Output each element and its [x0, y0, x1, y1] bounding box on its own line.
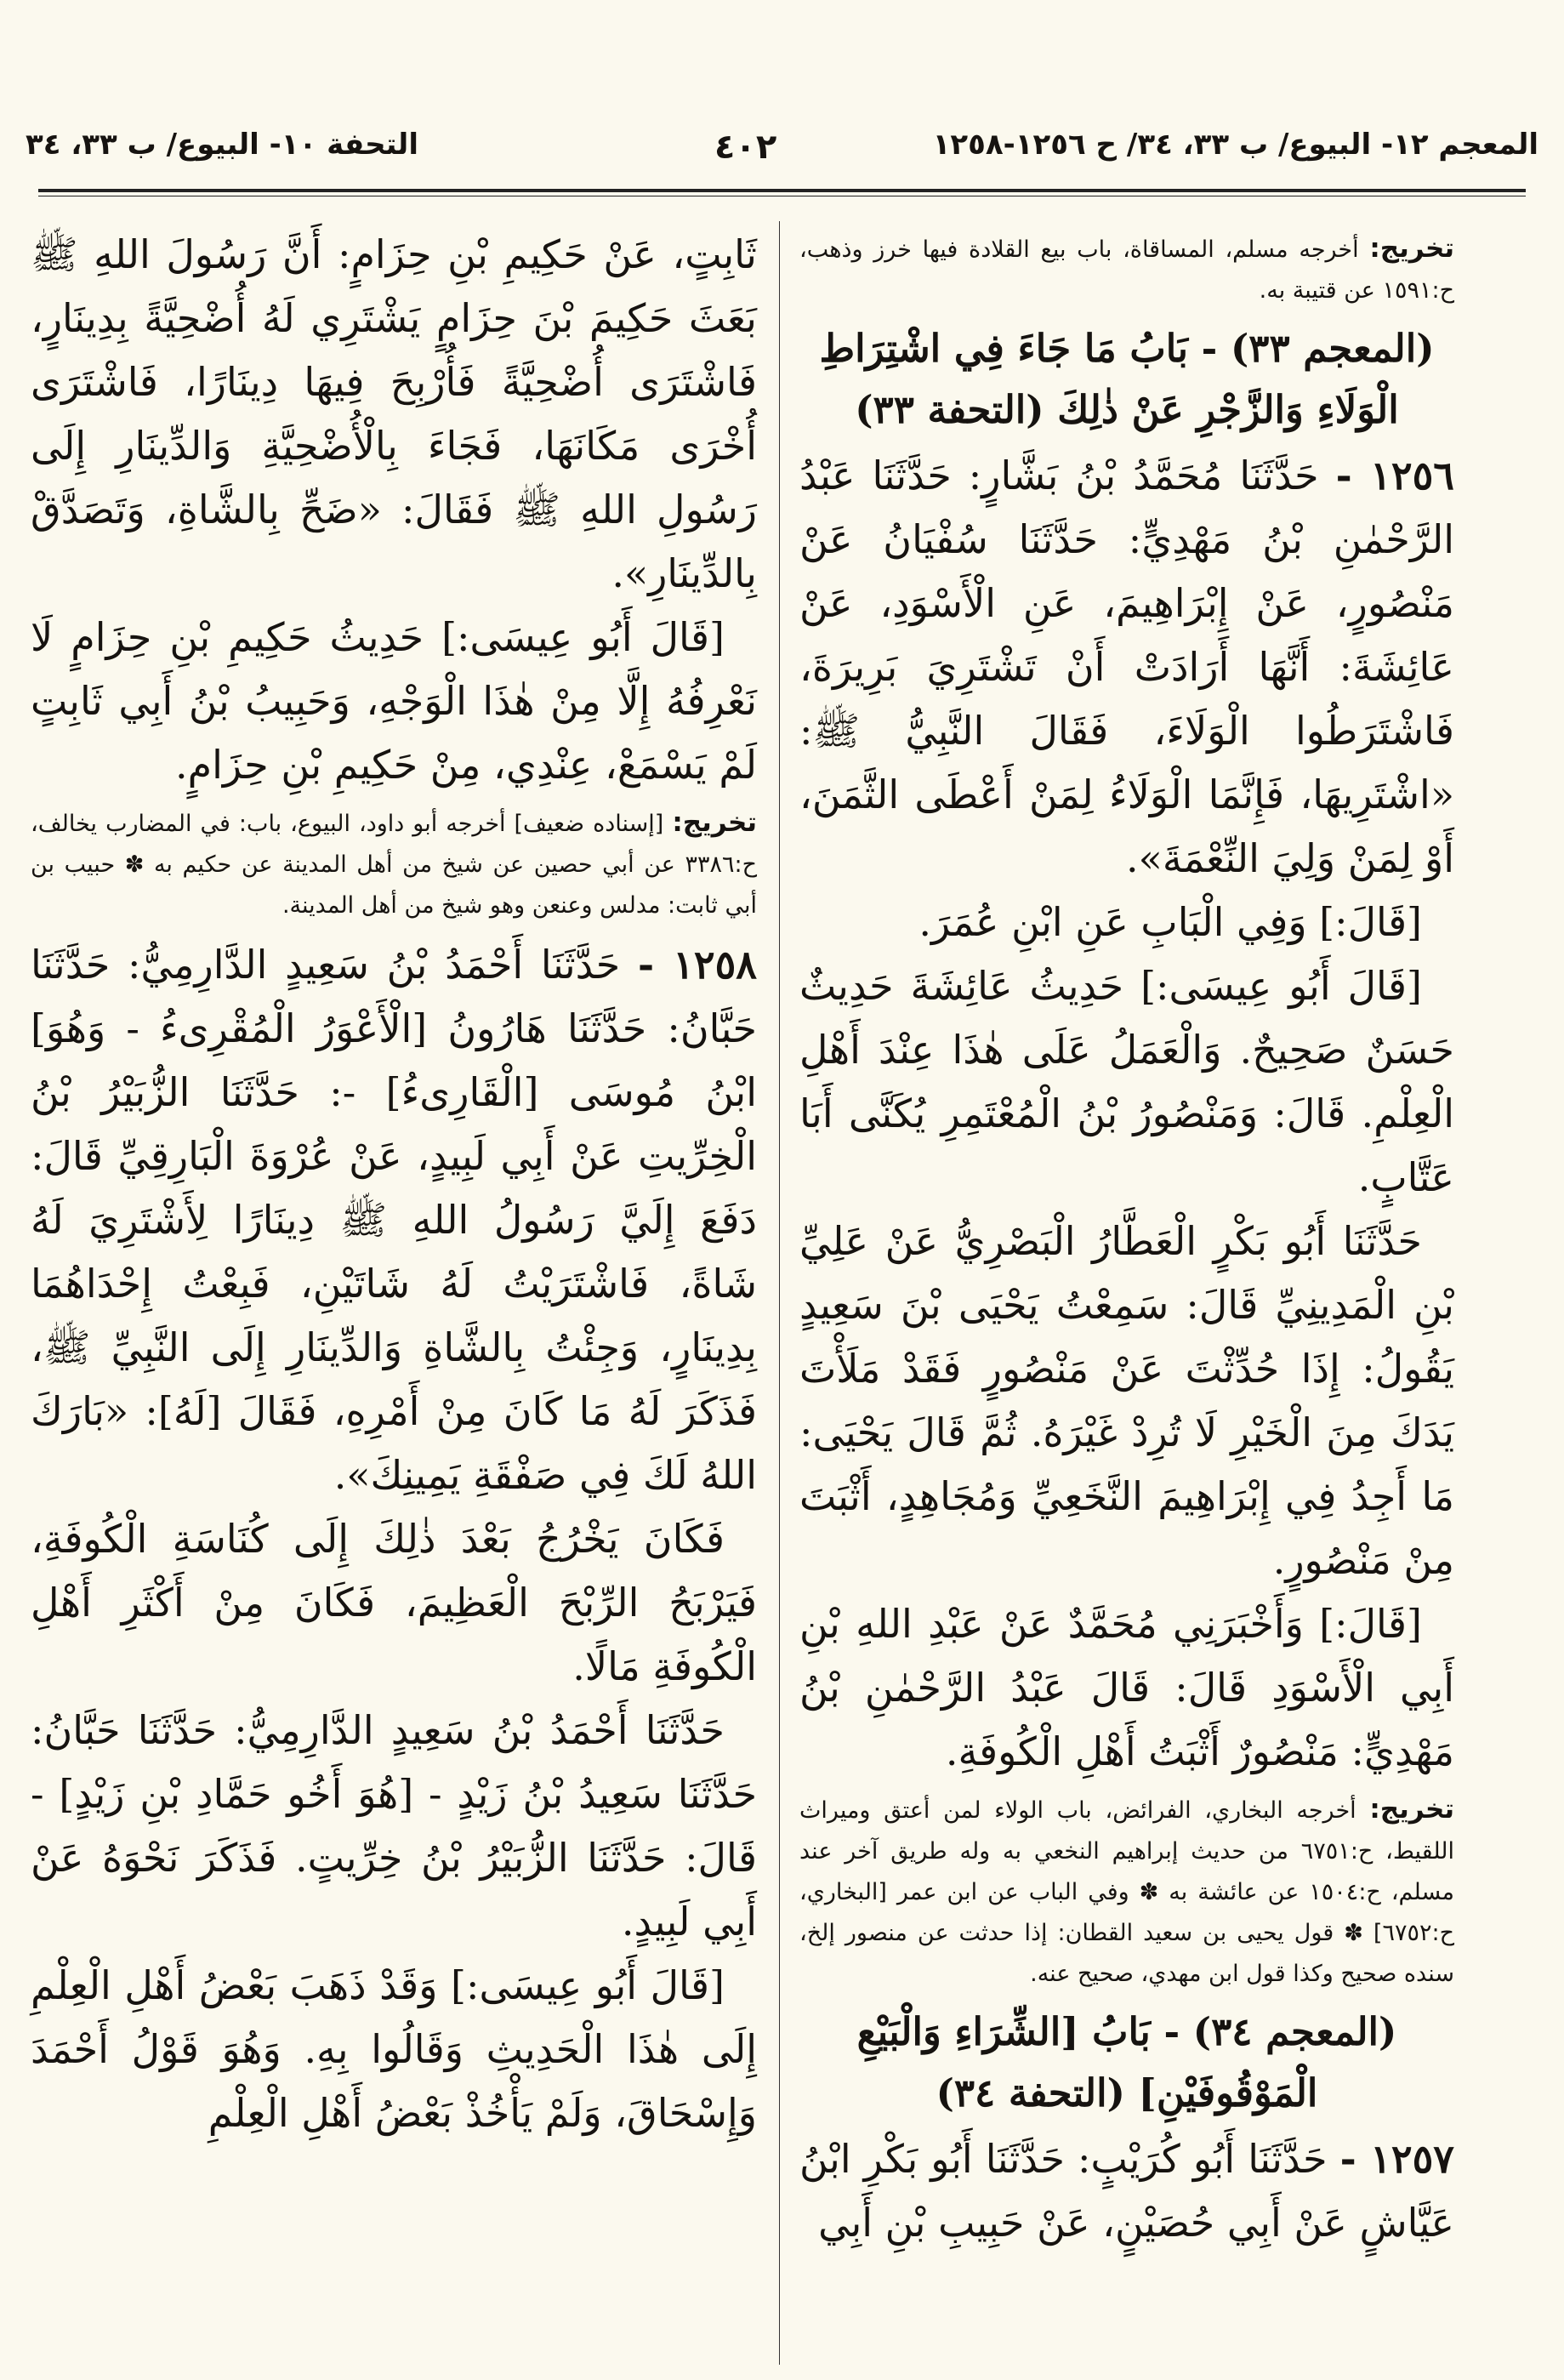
- chapter-heading: [799, 318, 1454, 441]
- chapter-heading: [799, 2001, 1454, 2124]
- paragraph-text: حَدَّثَنَا أَحْمَدُ بْنُ سَعِيدٍ الدَّارِمِيُّ: حَدَّثَنَا حَبَّانُ: حَدَّثَنَا سَعِيدُ بْنُ زَيْدٍ - [هُوَ أَخُو حَمَّادِ بْنِ زَيْدٍ] - قَالَ: حَدَّثَنَا الزُّبَيْرُ بْنُ خِرِّيتٍ. فَذَكَرَ نَحْوَهُ عَنْ أَبِي لَبِيدٍ.: [31, 1707, 757, 1944]
- header-tuhfa-ref: التحفة ١٠- البيوع/ ب ٣٣، ٣٤: [26, 128, 418, 162]
- hadith-number: ١٢٥٨ -: [637, 942, 758, 988]
- takhrij-note: [799, 228, 1454, 311]
- paragraph: [31, 223, 757, 606]
- column-divider: [779, 221, 780, 2365]
- hadith-number: ١٢٥٦ -: [1335, 453, 1454, 498]
- paragraph-text: [قَالَ:] وَفِي الْبَابِ عَنِ ابْنِ عُمَرَ.: [918, 899, 1422, 945]
- paragraph: [31, 606, 757, 797]
- hadith-number: ١٢٥٧ -: [1339, 2136, 1454, 2182]
- takhrij-text: أخرجه مسلم، المساقاة، باب بيع القلادة فيها خرز وذهب، ح:١٥٩١ عن قتيبة به.: [799, 236, 1454, 304]
- takhrij-text: أخرجه البخاري، الفرائض، باب الولاء لمن أعتق وميراث اللقيط، ح:٦٧٥١ من حديث إبراهيم النخعي به وله طريق آخر عند مسلم، ح:١٥٠٤ عن عائشة به ✽ وفي الباب عن ابن عمر [البخاري، ح:٦٧٥٢] ✽ قول يحيى بن سعيد القطان: إذا حدثت عن منصور إلخ، سنده صحيح وكذا قول ابن مهدي، صحيح عنه.: [799, 1797, 1454, 1987]
- takhrij-text: [إسناده ضعيف] أخرجه أبو داود، البيوع، باب: في المضارب يخالف، ح:٣٣٨٦ عن أبي حصين عن شيخ من أهل المدينة عن حكيم به ✽ حبيب بن أبي ثابت: مدلس وعنعن وهو شيخ من أهل المدينة.: [31, 811, 757, 919]
- header-muajam-ref: المعجم ١٢- البيوع/ ب ٣٣، ٣٤/ ح ١٢٥٦-١٢٥٨: [932, 128, 1538, 162]
- paragraph: [799, 954, 1454, 1210]
- chapter-heading-line: (المعجم ٣٣) - بَابُ مَا جَاءَ فِي اشْتِرَاطِ: [819, 326, 1435, 371]
- hadith-1258: [31, 933, 757, 1507]
- hadith-1257: [799, 2127, 1454, 2255]
- takhrij-label: تخريج:: [672, 807, 757, 838]
- running-header: [26, 128, 1538, 187]
- paragraph: [799, 891, 1454, 954]
- paragraph: [799, 1592, 1454, 1784]
- takhrij-label: تخريج:: [1369, 233, 1454, 264]
- chapter-heading-line: (المعجم ٣٤) - بَابُ [الشِّرَاءِ وَالْبَيْعِ: [856, 2009, 1397, 2054]
- paragraph: [31, 1699, 757, 1954]
- header-rule-thick: [38, 189, 1526, 192]
- page-number: ٤٠٢: [714, 128, 777, 167]
- chapter-heading-line: الْوَلَاءِ وَالزَّجْرِ عَنْ ذٰلِكَ (التحفة ٣٣): [855, 387, 1399, 432]
- paragraph: [31, 1954, 757, 2145]
- chapter-heading-line: الْمَوْقُوفَيْنِ] (التحفة ٣٤): [936, 2070, 1318, 2115]
- paragraph-text: [قَالَ أَبُو عِيسَى:] حَدِيثُ عَائِشَةَ حَدِيثٌ حَسَنٌ صَحِيحٌ. وَالْعَمَلُ عَلَى هٰذَا عِنْدَ أَهْلِ الْعِلْمِ. قَالَ: وَمَنْصُورُ بْنُ الْمُعْتَمِرِ يُكَنَّى أَبَا عَتَّابٍ.: [799, 963, 1454, 1200]
- paragraph-text: [قَالَ أَبُو عِيسَى:] حَدِيثُ حَكِيمِ بْنِ حِزَامٍ لَا نَعْرِفُهُ إِلَّا مِنْ هٰذَا الْوَجْهِ، وَحَبِيبُ بْنُ أَبِي ثَابِتٍ لَمْ يَسْمَعْ، عِنْدِي، مِنْ حَكِيمِ بْنِ حِزَامٍ.: [31, 614, 757, 788]
- right-column: [799, 223, 1454, 2255]
- hadith-text: حَدَّثَنَا أَبُو كُرَيْبٍ: حَدَّثَنَا أَبُو بَكْرِ ابْنُ عَيَّاشٍ عَنْ أَبِي حُصَيْنٍ، عَنْ حَبِيبِ بْنِ أَبِي: [799, 2136, 1454, 2246]
- paragraph: [31, 1507, 757, 1699]
- paragraph-text: [قَالَ:] وَأَخْبَرَنِي مُحَمَّدٌ عَنْ عَبْدِ اللهِ بْنِ أَبِي الْأَسْوَدِ قَالَ: قَالَ عَبْدُ الرَّحْمٰنِ بْنُ مَهْدِيٍّ: مَنْصُورٌ أَثْبَتُ أَهْلِ الْكُوفَةِ.: [799, 1601, 1454, 1774]
- paragraph: [799, 1210, 1454, 1592]
- hadith-1256: [799, 444, 1454, 891]
- paragraph-text: [قَالَ أَبُو عِيسَى:] وَقَدْ ذَهَبَ بَعْضُ أَهْلِ الْعِلْمِ إِلَى هٰذَا الْحَدِيثِ وَقَالُوا بِهِ. وَهُوَ قَوْلُ أَحْمَدَ وَإِسْحَاقَ، وَلَمْ يَأْخُذْ بَعْضُ أَهْلِ الْعِلْمِ: [31, 1962, 757, 2136]
- hadith-text: حَدَّثَنَا مُحَمَّدُ بْنُ بَشَّارٍ: حَدَّثَنَا عَبْدُ الرَّحْمٰنِ بْنُ مَهْدِيٍّ: حَدَّثَنَا سُفْيَانُ عَنْ مَنْصُورٍ، عَنْ إِبْرَاهِيمَ، عَنِ الْأَسْوَدِ، عَنْ عَائِشَةَ: أَنَّهَا أَرَادَتْ أَنْ تَشْتَرِيَ بَرِيرَةَ، فَاشْتَرَطُوا الْوَلَاءَ، فَقَالَ النَّبِيُّ ﷺ: «اشْتَرِيهَا، فَإِنَّمَا الْوَلَاءُ لِمَنْ أَعْطَى الثَّمَنَ، أَوْ لِمَنْ وَلِيَ النِّعْمَةَ».: [799, 453, 1454, 881]
- takhrij-label: تخريج:: [1369, 1794, 1455, 1825]
- paragraph-text: حَدَّثَنَا أَبُو بَكْرٍ الْعَطَّارُ الْبَصْرِيُّ عَنْ عَلِيِّ بْنِ الْمَدِينِيِّ قَالَ: سَمِعْتُ يَحْيَى بْنَ سَعِيدٍ يَقُولُ: إِذَا حُدِّثْتَ عَنْ مَنْصُورٍ فَقَدْ مَلَأْتَ يَدَكَ مِنَ الْخَيْرِ لَا تُرِدْ غَيْرَهُ. ثُمَّ قَالَ يَحْيَى: مَا أَجِدُ فِي إِبْرَاهِيمَ النَّخَعِيِّ وَمُجَاهِدٍ، أَثْبَتَ مِنْ مَنْصُورٍ.: [799, 1218, 1454, 1583]
- paragraph-text: فَكَانَ يَخْرُجُ بَعْدَ ذٰلِكَ إِلَى كُنَاسَةِ الْكُوفَةِ، فَيَرْبَحُ الرِّبْحَ الْعَظِيمَ، فَكَانَ مِنْ أَكْثَرِ أَهْلِ الْكُوفَةِ مَالًا.: [31, 1516, 757, 1689]
- hadith-text: حَدَّثَنَا أَحْمَدُ بْنُ سَعِيدٍ الدَّارِمِيُّ: حَدَّثَنَا حَبَّانُ: حَدَّثَنَا هَارُونُ [الْأَعْوَرُ الْمُقْرِىءُ - وَهُوَ] ابْنُ مُوسَى [الْقَارِىءُ] -: حَدَّثَنَا الزُّبَيْرُ بْنُ الْخِرِّيتِ عَنْ أَبِي لَبِيدٍ، عَنْ عُرْوَةَ الْبَارِقِيِّ قَالَ: دَفَعَ إِلَيَّ رَسُولُ اللهِ ﷺ دِينَارًا لِأَشْتَرِيَ لَهُ شَاةً، فَاشْتَرَيْتُ لَهُ شَاتَيْنِ، فَبِعْتُ إِحْدَاهُمَا بِدِينَارٍ، وَجِئْتُ بِالشَّاةِ وَالدِّينَارِ إِلَى النَّبِيِّ ﷺ، فَذَكَرَ لَهُ مَا كَانَ مِنْ أَمْرِهِ، فَقَالَ [لَهُ]: «بَارَكَ اللهُ لَكَ فِي صَفْقَةِ يَمِينِكَ».: [31, 942, 757, 1498]
- takhrij-note: [31, 802, 757, 926]
- left-column: [31, 223, 757, 2145]
- takhrij-note: [799, 1789, 1454, 1995]
- paragraph-text: ثَابِتٍ، عَنْ حَكِيمِ بْنِ حِزَامٍ: أَنَّ رَسُولَ اللهِ ﷺ بَعَثَ حَكِيمَ بْنَ حِزَامٍ يَشْتَرِي لَهُ أُضْحِيَّةً بِدِينَارٍ، فَاشْتَرَى أُضْحِيَّةً فَأُرْبِحَ فِيهَا دِينَارًا، فَاشْتَرَى أُخْرَى مَكَانَهَا، فَجَاءَ بِالْأُضْحِيَّةِ وَالدِّينَارِ إِلَى رَسُولِ اللهِ ﷺ فَقَالَ: «ضَحِّ بِالشَّاةِ، وَتَصَدَّقْ بِالدِّينَارِ».: [31, 231, 757, 596]
